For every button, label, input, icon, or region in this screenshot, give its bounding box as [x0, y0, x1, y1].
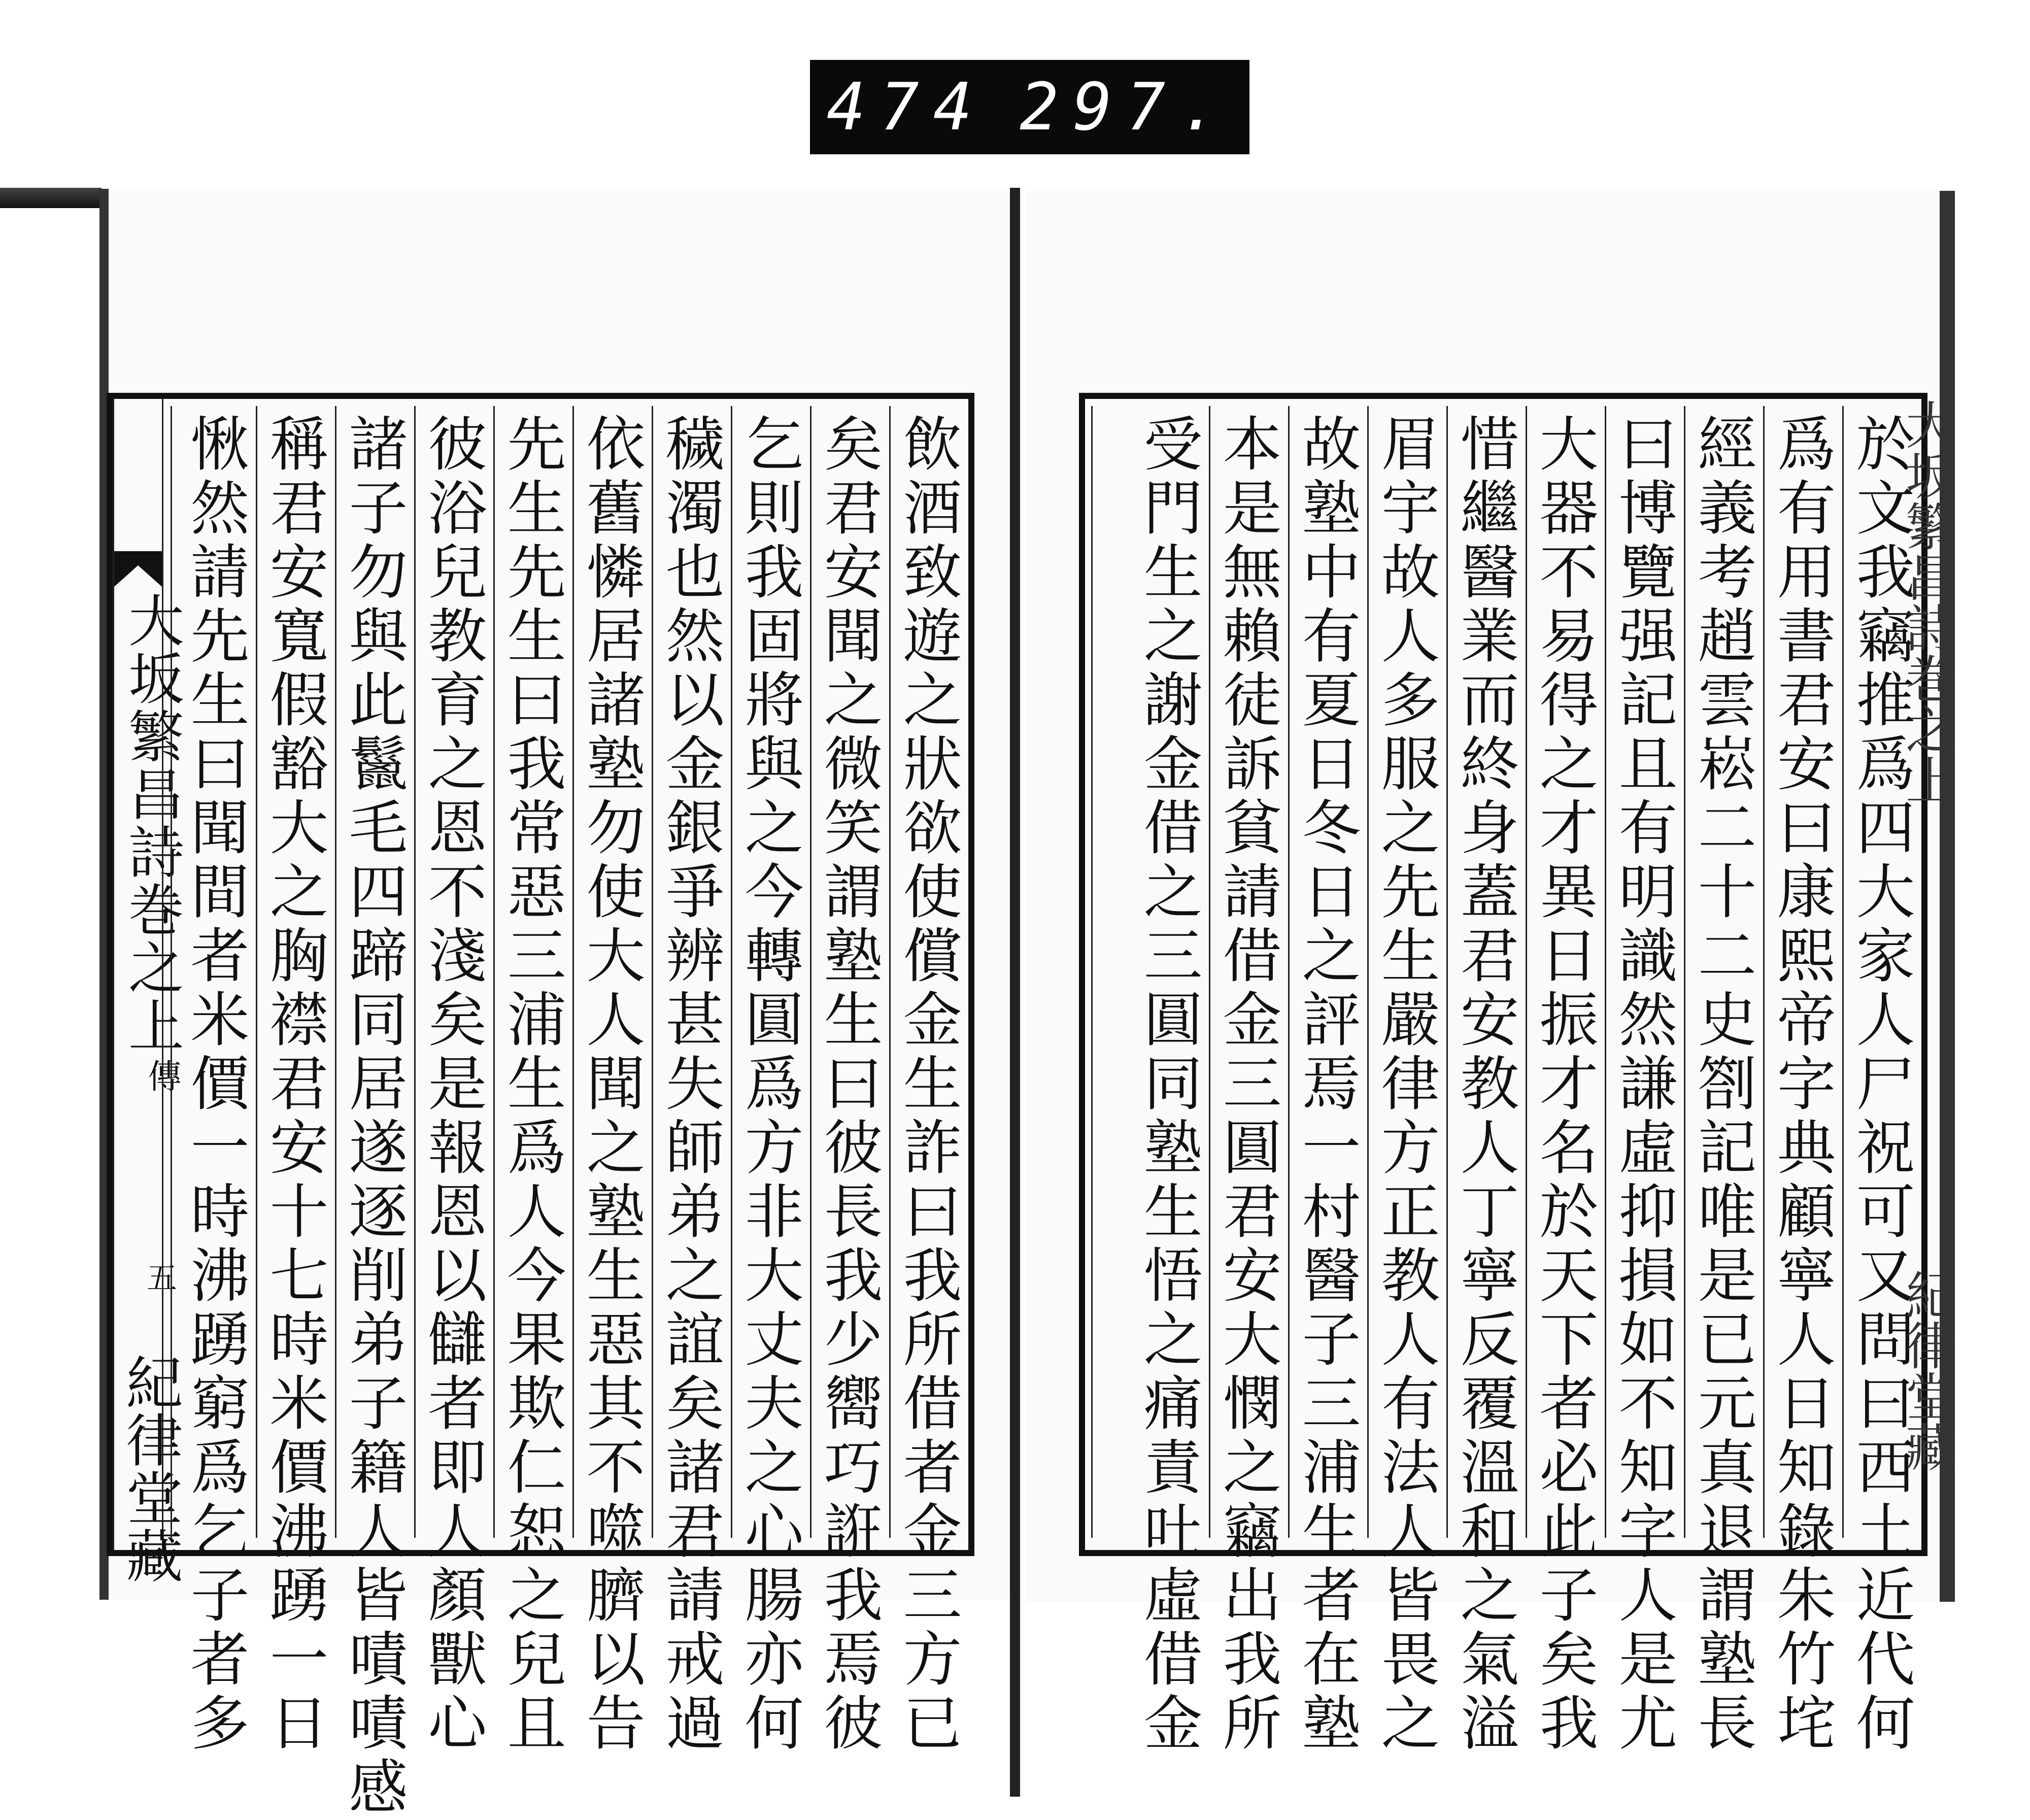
text-column: 諸子勿與此鬣毛四蹄同居遂逐削弟子籍人皆嘖嘖感: [335, 406, 414, 1538]
text-column: 稱君安寬假豁大之胸襟君安十七時米價沸踴一日: [256, 406, 335, 1538]
text-column: 爲有用書君安曰康熙帝字典顧寧人日知錄朱竹垞: [1763, 406, 1842, 1538]
text-column: 乞則我固將與之今轉圓爲方非大丈夫之心腸亦何: [731, 406, 810, 1538]
fishtail-mark: [114, 551, 162, 587]
book-spine: [1010, 188, 1020, 1797]
text-column: 飲酒致遊之狀欲使償金生詐曰我所借者金三方已: [889, 406, 968, 1538]
binding-edge: [0, 188, 101, 208]
text-column: 依舊憐居諸塾勿使大人聞之塾生惡其不噬臍以告: [572, 406, 652, 1538]
book-title: 大坂繁昌詩巻之上: [119, 592, 184, 1055]
text-column: 故塾中有夏日冬日之評焉一村醫子三浦生者在塾: [1288, 406, 1367, 1538]
text-column: 穢濁也然以金銀爭辨甚失師弟之誼矣諸君請戒過: [652, 406, 731, 1538]
text-column: 受門生之謝金借之三圓同塾生悟之痛責吐虛借金: [1091, 406, 1209, 1538]
text-column: 矣君安聞之微笑謂塾生曰彼長我少嚮巧誑我焉彼: [810, 406, 889, 1538]
text-column: 愀然請先生曰聞間者米價一時沸踴窮爲乞子者多: [171, 406, 256, 1538]
text-column: 曰博覽强記且有明識然謙虛抑損如不知字人是尤: [1605, 406, 1684, 1538]
publisher-mark: 紀律堂藏: [117, 1353, 183, 1585]
text-column: 眉宇故人多服之先生嚴律方正教人有法人皆畏之: [1367, 406, 1446, 1538]
text-column: 先生先生曰我常惡三浦生爲人今果欺仁恕之兒且: [493, 406, 572, 1538]
text-column: 惜繼醫業而終身蓋君安教人丁寧反覆溫和之氣溢: [1446, 406, 1526, 1538]
section-label: 傳: [142, 1059, 181, 1092]
archive-number-label: [810, 60, 1249, 154]
archive-number-left: 474: [826, 69, 987, 145]
facing-page-edge-publisher: [1927, 1269, 1963, 1523]
text-column: 大器不易得之才異日振才名於天下者必此子矣我: [1526, 406, 1605, 1538]
left-page-gutter: [113, 399, 184, 1585]
text-column: 於文我竊推爲四大家人尸祝可又問曰西土近代何: [1842, 406, 1921, 1538]
text-column: 彼浴兒教育之恩不淺矣是報恩以讎者即人顏獸心: [414, 406, 493, 1538]
text-column: 經義考趙雲崧二十二史劄記唯是已元真退謂塾長: [1684, 406, 1763, 1538]
text-column: 本是無賴徒訴貧請借金三圓君安大憫之竊出我所: [1209, 406, 1288, 1538]
page-number: 五: [142, 1262, 177, 1292]
archive-number-right: 297.: [1020, 69, 1233, 145]
